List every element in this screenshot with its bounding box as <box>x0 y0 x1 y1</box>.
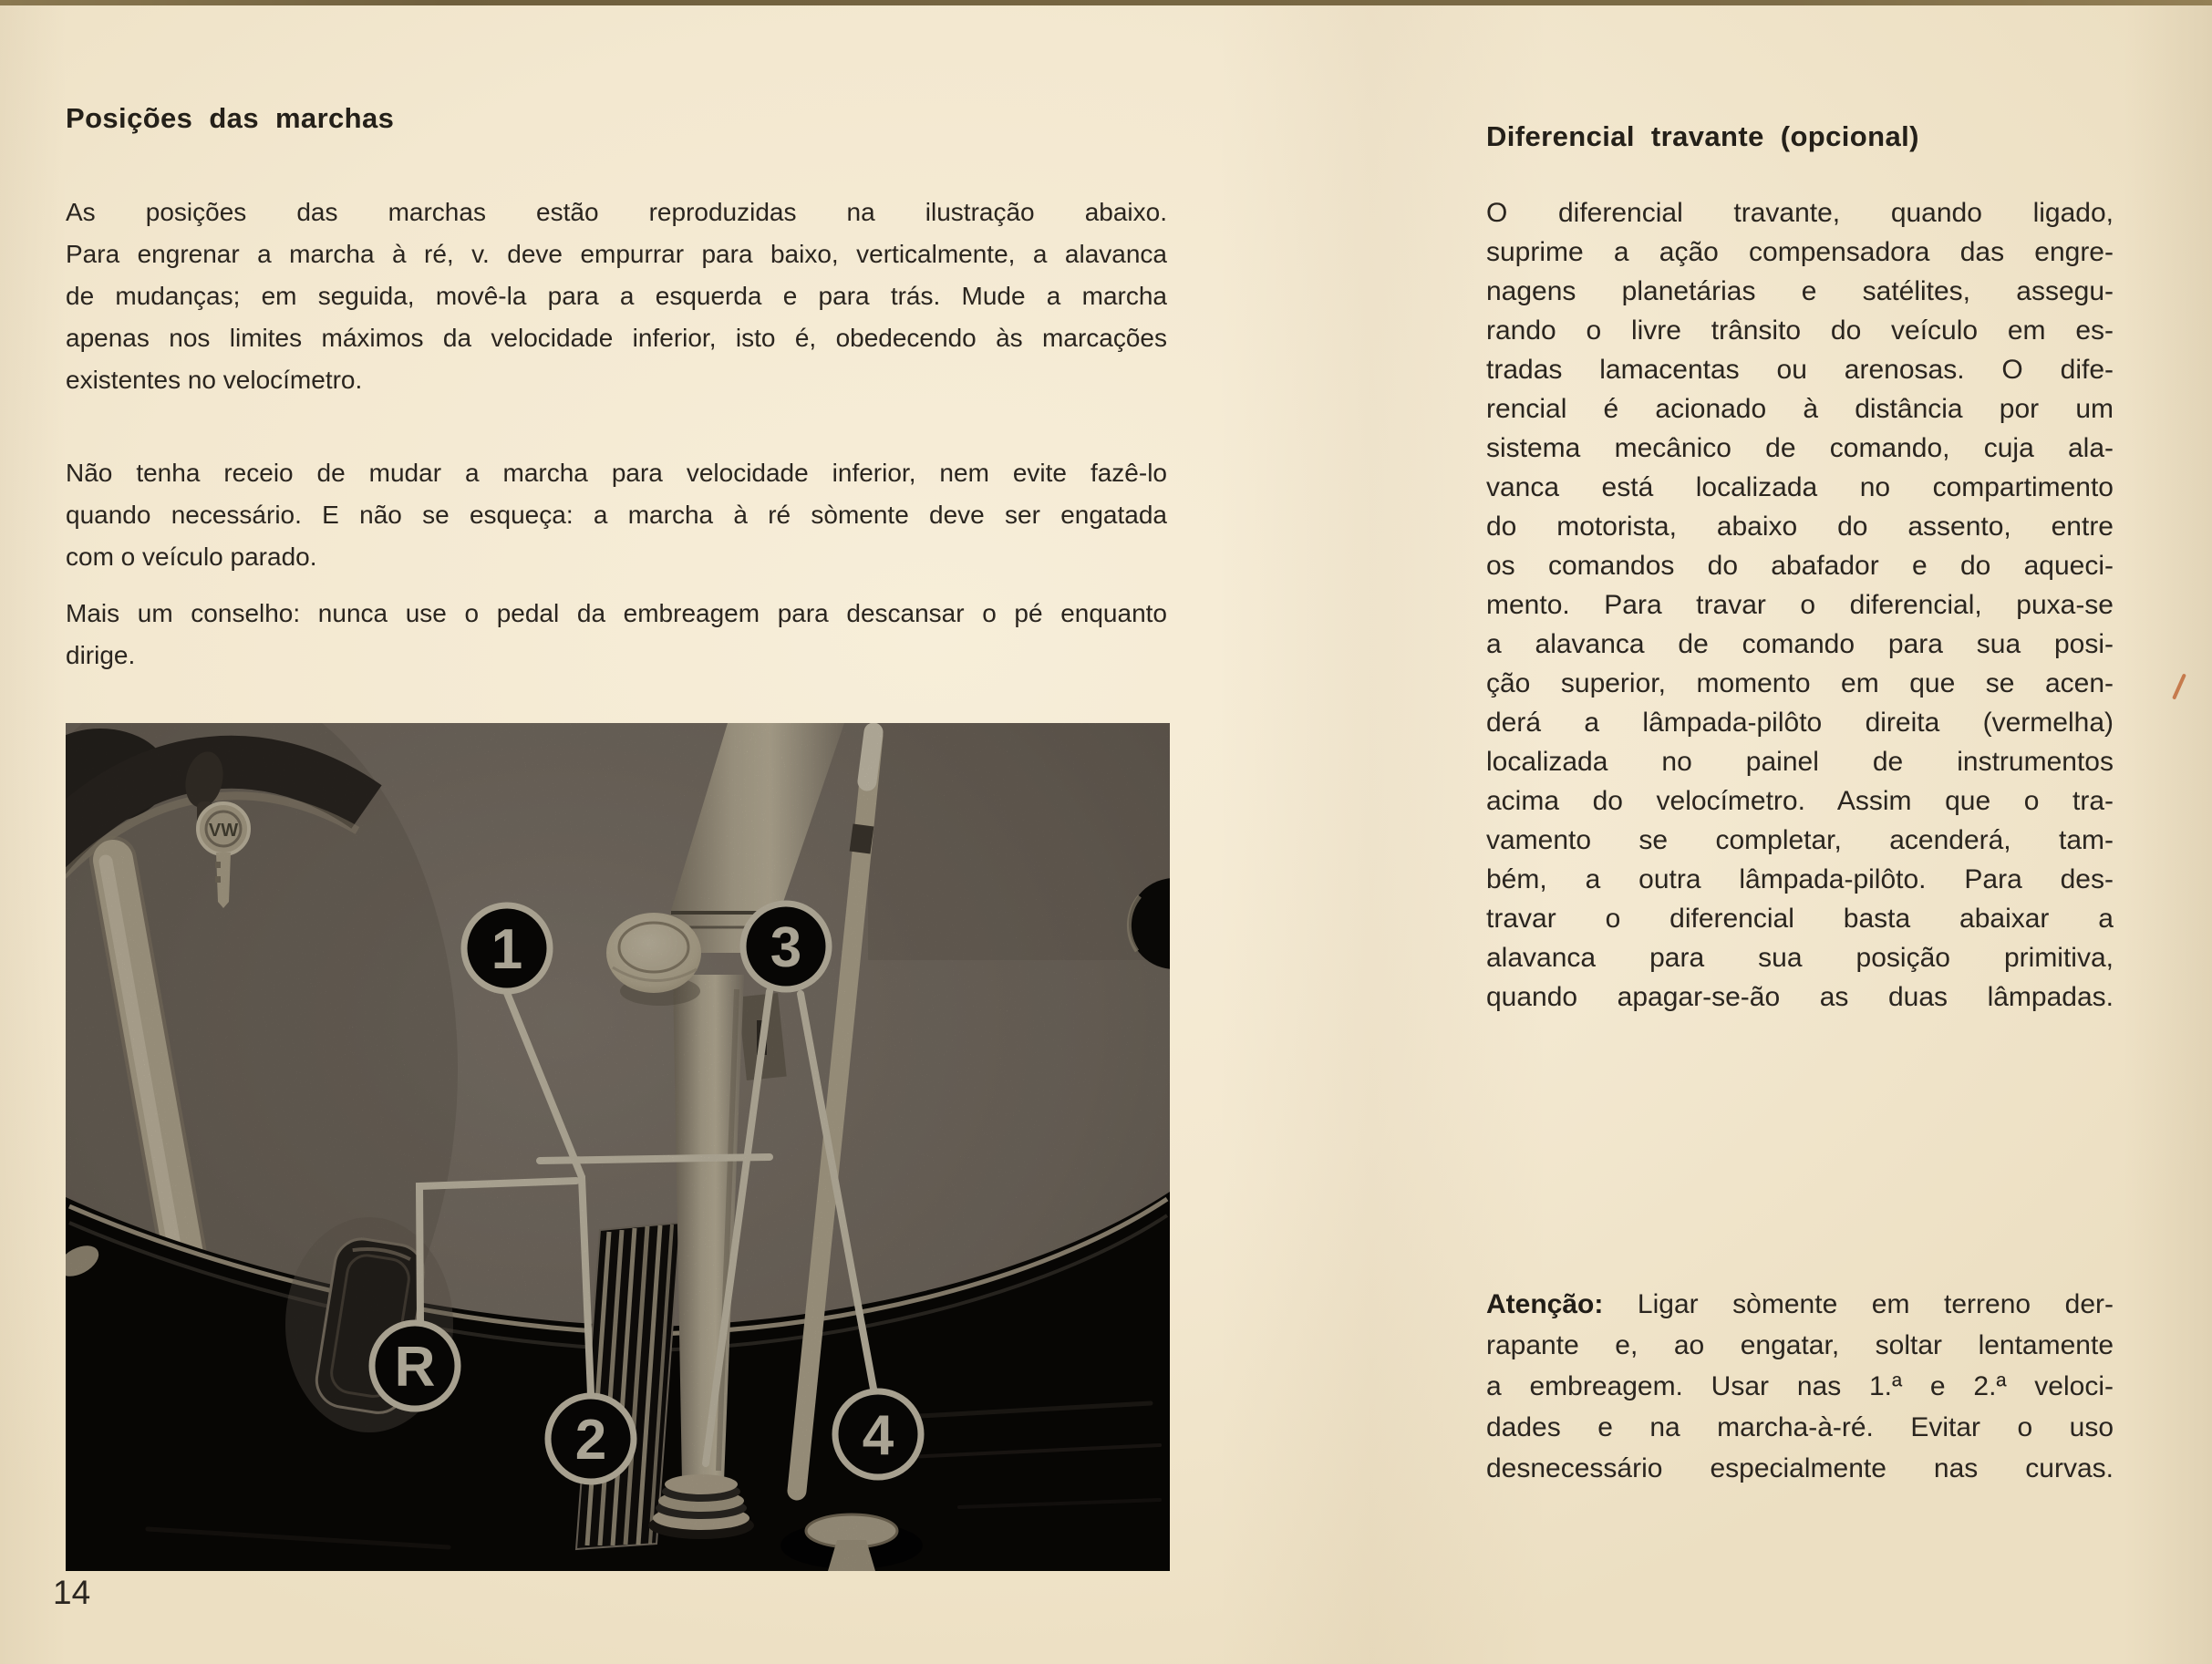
attention-first-rest: Ligar sòmente em terreno der- <box>1637 1289 2114 1319</box>
text-line: os comandos do abafador e do aqueci- <box>1486 551 2114 581</box>
text-line: do motorista, abaixo do assento, entre <box>1486 512 2114 542</box>
text-line: quando necessário. E não se esqueça: a marcha à ré sòmente deve ser engatada <box>66 501 1167 529</box>
text-line: com o veículo parado. <box>66 543 317 571</box>
page-number: 14 <box>53 1574 91 1611</box>
text-line: travar o diferencial basta abaixar a <box>1486 904 2114 934</box>
left-paragraph-1 <box>66 191 1167 401</box>
page-top-edge <box>0 0 2212 5</box>
callout-label-3: 3 <box>770 916 802 979</box>
text-line: bém, a outra lâmpada-pilôto. Para des- <box>1486 864 2114 894</box>
text-line: Para engrenar a marcha à ré, v. deve empurrar para baixo, verticalmente, a alavanca <box>66 240 1167 268</box>
left-section-heading: Posições das marchas <box>66 102 395 134</box>
text-line: As posições das marchas estão reproduzidas na ilustração abaixo. <box>66 198 1167 226</box>
text-line: dirige. <box>66 641 136 669</box>
text-line: rando o livre trânsito do veículo em es- <box>1486 315 2114 346</box>
text-line: dades e na marcha-à-ré. Evitar o uso <box>1486 1412 2114 1442</box>
photo-grain <box>66 723 1170 1571</box>
text-line: desnecessário especialmente nas curvas. <box>1486 1453 2114 1483</box>
left-paragraph-3 <box>66 593 1167 677</box>
text-line: acima do velocímetro. Assim que o tra- <box>1486 786 2114 816</box>
text-line: suprime a ação compensadora das engre- <box>1486 237 2114 267</box>
text-line: nagens planetárias e satélites, assegu- <box>1486 276 2114 306</box>
text-line: rapante e, ao engatar, soltar lentamente <box>1486 1330 2114 1360</box>
text-line: vamento se completar, acenderá, tam- <box>1486 825 2114 855</box>
right-section-heading: Diferencial travante (opcional) <box>1486 120 1919 152</box>
text-line: alavanca para sua posição primitiva, <box>1486 943 2114 973</box>
attention-first-line <box>1486 1284 2114 1325</box>
text-line: existentes no velocímetro. <box>66 366 363 394</box>
text-line: de mudanças; em seguida, movê-la para a esquerda e para trás. Mude a marcha <box>66 282 1167 310</box>
vw-monogram: VW <box>208 821 239 841</box>
attention-paragraph <box>1486 1284 2114 1489</box>
text-line: Mais um conselho: nunca use o pedal da embreagem para descansar o pé enquanto <box>66 599 1167 627</box>
left-paragraph-2 <box>66 452 1167 578</box>
text-line: vanca está localizada no compartimento <box>1486 472 2114 502</box>
text-line: sistema mecânico de comando, cuja ala- <box>1486 433 2114 463</box>
attention-label: Atenção: <box>1486 1289 1604 1319</box>
text-line: ção superior, momento em que se acen- <box>1486 668 2114 698</box>
text-line: quando apagar-se-ão as duas lâmpadas. <box>1486 982 2114 1012</box>
callout-label-1: 1 <box>491 918 523 981</box>
pen-mark <box>2172 673 2186 699</box>
text-line: a alavanca de comando para sua posi- <box>1486 629 2114 659</box>
text-line: mento. Para travar o diferencial, puxa-se <box>1486 590 2114 620</box>
text-line: a embreagem. Usar nas 1.ª e 2.ª veloci- <box>1486 1371 2114 1401</box>
callout-label-2: 2 <box>574 1409 607 1472</box>
attention-rest <box>1486 1325 2114 1489</box>
text-line: O diferencial travante, quando ligado, <box>1486 198 2114 228</box>
text-line: rencial é acionado à distância por um <box>1486 394 2114 424</box>
text-line: tradas lamacentas ou arenosas. O dife- <box>1486 355 2114 385</box>
text-line: Não tenha receio de mudar a marcha para velocidade inferior, nem evite fazê-lo <box>66 459 1167 487</box>
text-line: derá a lâmpada-pilôto direita (vermelha) <box>1486 708 2114 738</box>
right-paragraph <box>1486 193 2114 1017</box>
text-line: apenas nos limites máximos da velocidade inferior, isto é, obedecendo às marcações <box>66 324 1167 352</box>
callout-label-R: R <box>394 1336 436 1399</box>
text-line: localizada no painel de instrumentos <box>1486 747 2114 777</box>
gear-lever-photo <box>66 723 1170 1571</box>
callout-label-4: 4 <box>862 1404 894 1467</box>
